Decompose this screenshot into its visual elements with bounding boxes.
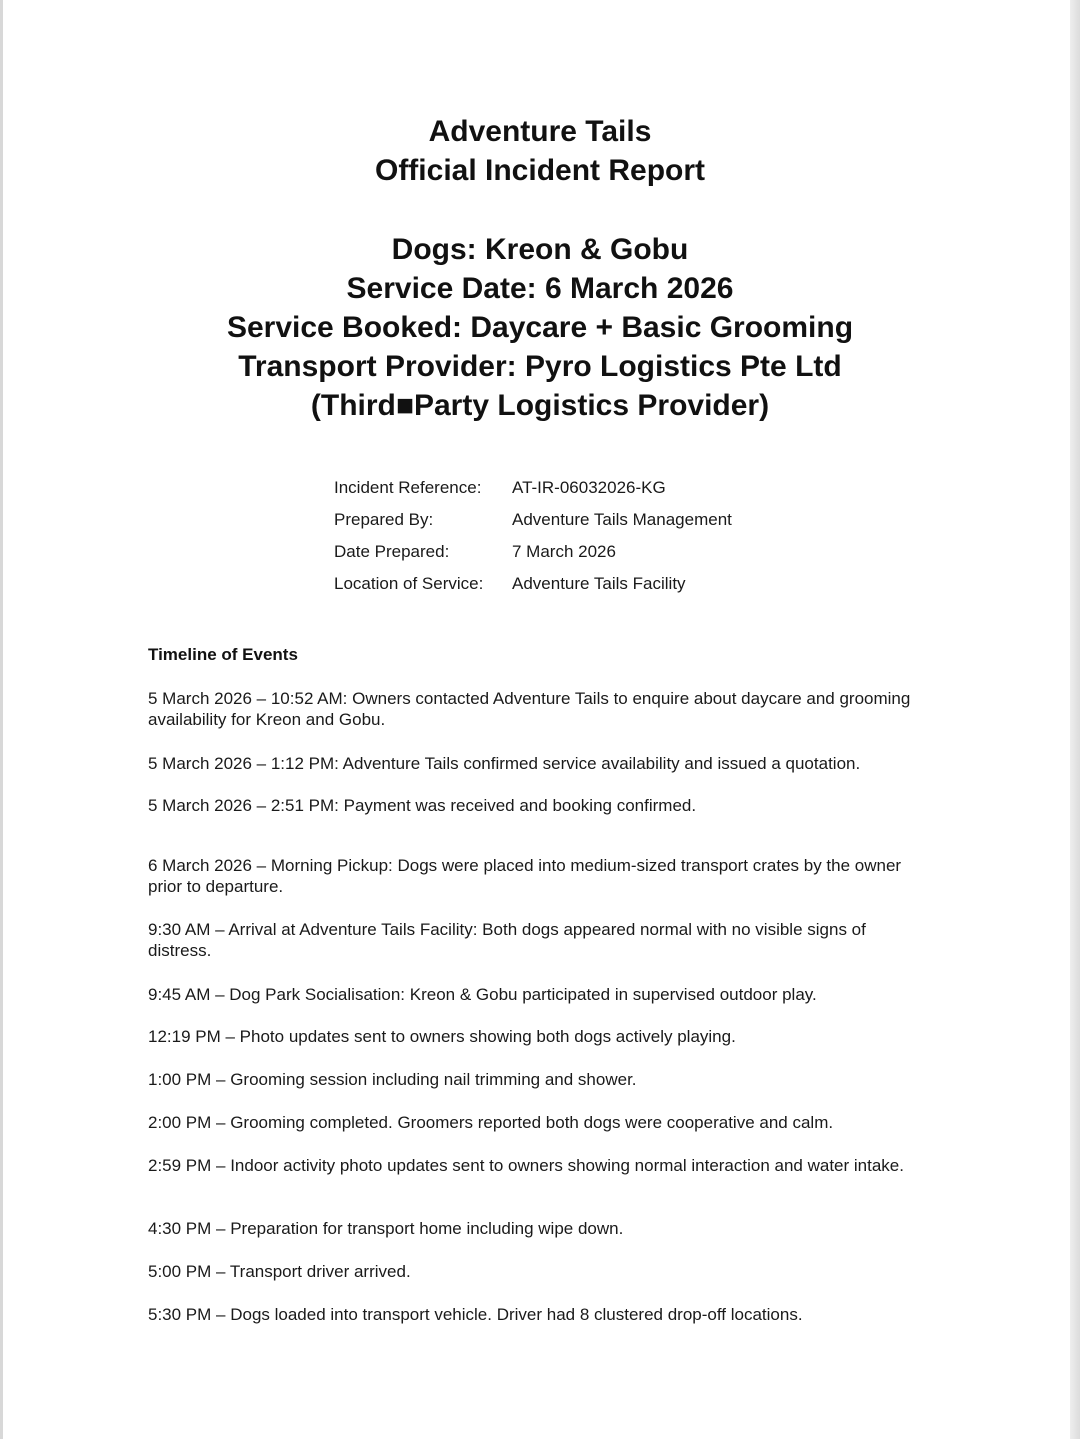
meta-value: Adventure Tails Management	[512, 510, 732, 529]
timeline-entry: 5 March 2026 – 1:12 PM: Adventure Tails confirmed service availability and issued a quotation.	[148, 754, 861, 773]
meta-value: Adventure Tails Facility	[512, 574, 686, 593]
timeline-entry: 12:19 PM – Photo updates sent to owners showing both dogs actively playing.	[148, 1027, 736, 1046]
timeline-heading: Timeline of Events	[148, 645, 298, 664]
company-name: Adventure Tails	[428, 115, 652, 148]
page-edge-left	[0, 0, 3, 1439]
meta-label: Location of Service:	[334, 574, 484, 593]
meta-label: Date Prepared:	[334, 542, 450, 561]
timeline-entry: 2:59 PM – Indoor activity photo updates sent to owners showing normal interaction and water intake.	[148, 1156, 904, 1175]
meta-value: AT-IR-06032026-KG	[512, 478, 666, 497]
timeline-entry: 9:30 AM – Arrival at Adventure Tails Facility: Both dogs appeared normal with no visible signs of distress.	[148, 920, 866, 960]
timeline-entry: 6 March 2026 – Morning Pickup: Dogs were placed into medium-sized transport crates by the owner prior to departure.	[148, 856, 902, 896]
document-title: Official Incident Report	[374, 154, 706, 187]
report-metadata	[334, 472, 732, 600]
dogs-line: Dogs: Kreon & Gobu	[391, 233, 689, 266]
timeline-entry: 5:30 PM – Dogs loaded into transport vehicle. Driver had 8 clustered drop-off locations.	[148, 1305, 803, 1324]
transport-provider-line: Transport Provider: Pyro Logistics Pte Ltd	[238, 350, 842, 383]
meta-label: Prepared By:	[334, 510, 434, 529]
timeline-entry: 5 March 2026 – 10:52 AM: Owners contacted Adventure Tails to enquire about daycare and grooming availability for Kreon and Gobu.	[148, 689, 911, 729]
timeline-entry: 9:45 AM – Dog Park Socialisation: Kreon & Gobu participated in supervised outdoor play.	[148, 985, 817, 1004]
meta-label: Incident Reference:	[334, 478, 482, 497]
report-title-block	[0, 112, 1080, 190]
meta-row	[334, 472, 732, 504]
meta-row	[334, 536, 732, 568]
timeline-entry: 2:00 PM – Grooming completed. Groomers reported both dogs were cooperative and calm.	[148, 1113, 834, 1132]
timeline-entry: 4:30 PM – Preparation for transport home including wipe down.	[148, 1219, 624, 1238]
provider-note-line: (Third■Party Logistics Provider)	[310, 389, 770, 422]
service-summary-block	[0, 230, 1080, 425]
timeline-entry: 5:00 PM – Transport driver arrived.	[148, 1262, 411, 1281]
service-date-line: Service Date: 6 March 2026	[346, 272, 734, 305]
meta-value: 7 March 2026	[512, 542, 616, 561]
meta-row	[334, 568, 732, 600]
timeline-entry: 1:00 PM – Grooming session including nail trimming and shower.	[148, 1070, 637, 1089]
page-edge-right	[1070, 0, 1080, 1439]
meta-row	[334, 504, 732, 536]
service-booked-line: Service Booked: Daycare + Basic Grooming	[226, 311, 854, 344]
timeline-entry: 5 March 2026 – 2:51 PM: Payment was received and booking confirmed.	[148, 796, 697, 815]
